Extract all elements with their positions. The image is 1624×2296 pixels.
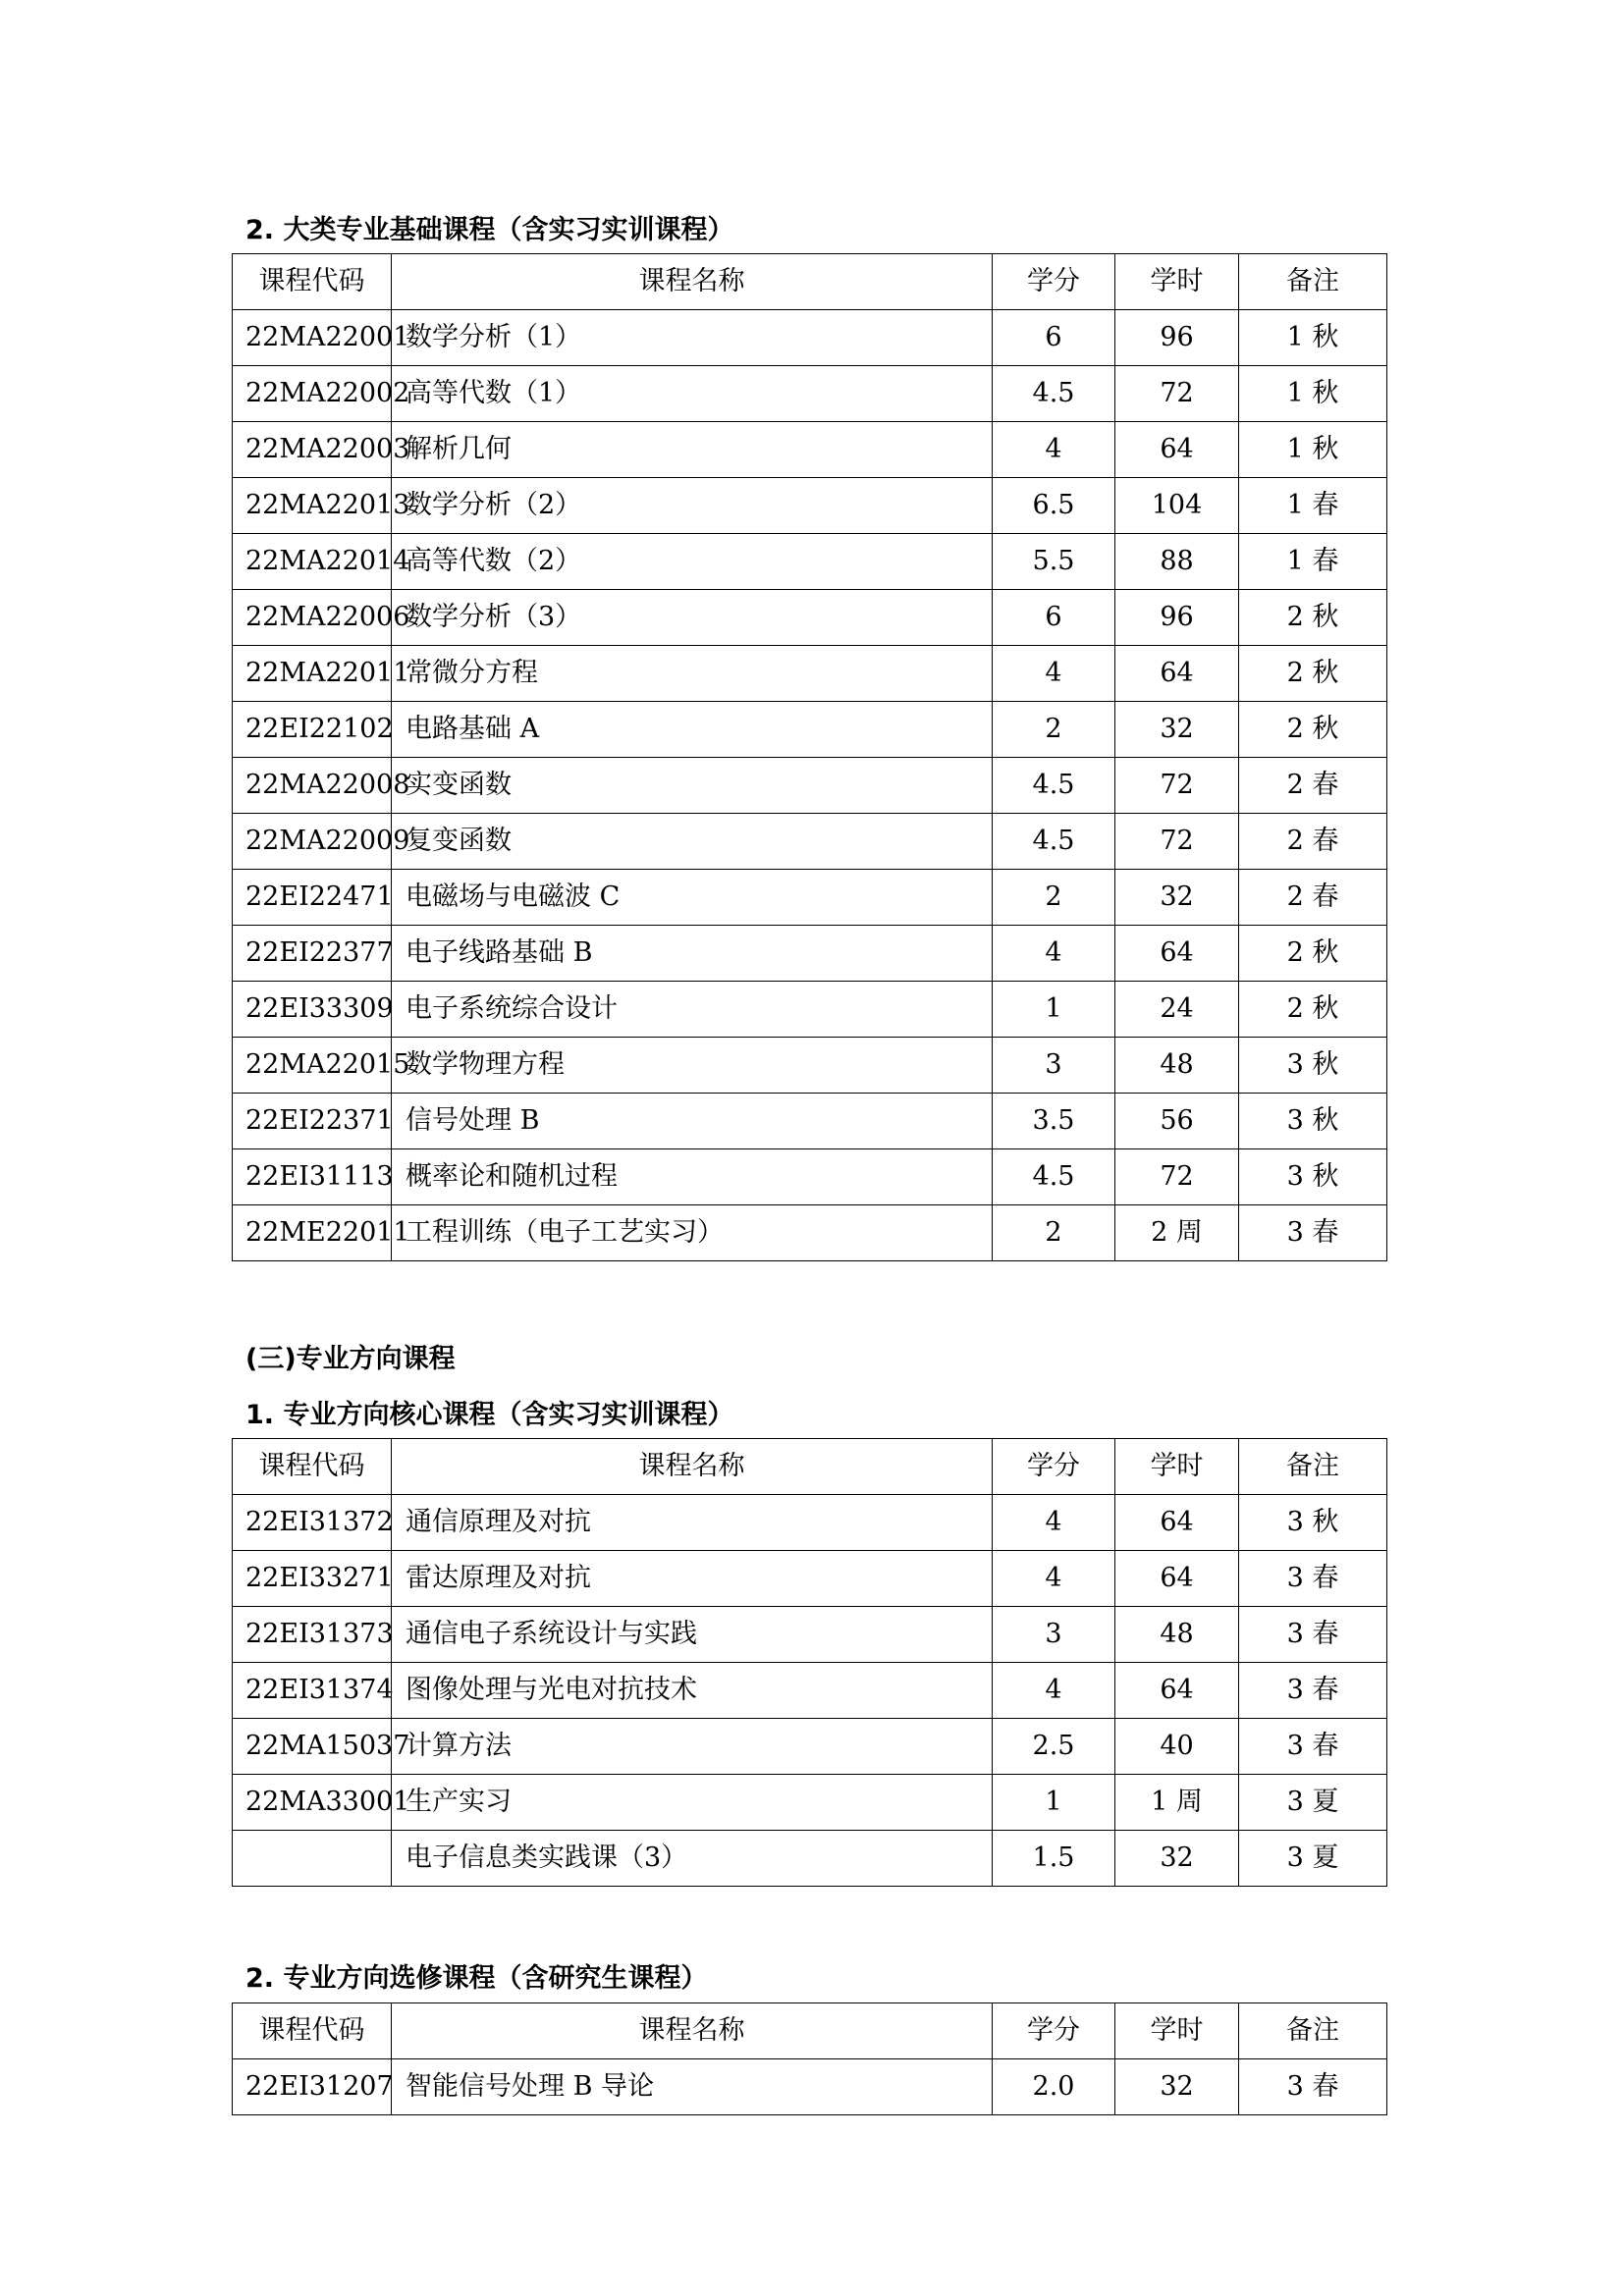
- course-code: 22EI31374: [233, 1663, 392, 1719]
- table-header-row: [233, 254, 1387, 310]
- course-code: 22MA22013: [233, 478, 392, 534]
- course-note: 3 秋: [1239, 1495, 1387, 1551]
- course-name: 电子系统综合设计: [392, 982, 993, 1038]
- course-name: 实变函数: [392, 758, 993, 814]
- course-hours: 88: [1115, 534, 1239, 590]
- course-code: 22MA22008: [233, 758, 392, 814]
- table-row: [233, 1831, 1387, 1887]
- course-name: 工程训练（电子工艺实习）: [392, 1205, 993, 1261]
- course-code: [233, 1831, 392, 1887]
- table-row: [233, 1094, 1387, 1149]
- course-code: 22ME22011: [233, 1205, 392, 1261]
- table-row: [233, 814, 1387, 870]
- course-code: 22EI22377: [233, 926, 392, 982]
- course-hours: 72: [1115, 1149, 1239, 1205]
- course-note: 3 春: [1239, 1663, 1387, 1719]
- course-hours: 64: [1115, 1551, 1239, 1607]
- course-credit: 1: [993, 1775, 1115, 1831]
- header-credit: 学分: [993, 254, 1115, 310]
- course-hours: 40: [1115, 1719, 1239, 1775]
- foundation-courses-table: [232, 253, 1387, 1261]
- table-row: [233, 1551, 1387, 1607]
- course-note: 1 秋: [1239, 422, 1387, 478]
- header-note: 备注: [1239, 254, 1387, 310]
- course-credit: 1.5: [993, 1831, 1115, 1887]
- course-code: 22MA22006: [233, 590, 392, 646]
- course-credit: 4.5: [993, 758, 1115, 814]
- course-name: 计算方法: [392, 1719, 993, 1775]
- course-note: 3 春: [1239, 2059, 1387, 2115]
- course-credit: 4: [993, 422, 1115, 478]
- course-name: 复变函数: [392, 814, 993, 870]
- course-credit: 3: [993, 1038, 1115, 1094]
- header-credit: 学分: [993, 1439, 1115, 1495]
- course-code: 22MA22003: [233, 422, 392, 478]
- header-note: 备注: [1239, 2003, 1387, 2059]
- course-name: 电磁场与电磁波 C: [392, 870, 993, 926]
- course-hours: 32: [1115, 870, 1239, 926]
- course-credit: 4.5: [993, 366, 1115, 422]
- course-note: 1 春: [1239, 478, 1387, 534]
- course-note: 2 秋: [1239, 590, 1387, 646]
- section-title-elective-courses: 2. 专业方向选修课程（含研究生课程）: [245, 1963, 708, 1994]
- course-code: 22EI22471: [233, 870, 392, 926]
- elective-courses-table: [232, 2002, 1387, 2115]
- course-credit: 2.5: [993, 1719, 1115, 1775]
- header-note: 备注: [1239, 1439, 1387, 1495]
- header-course-name: 课程名称: [392, 2003, 993, 2059]
- course-name: 常微分方程: [392, 646, 993, 702]
- course-note: 3 春: [1239, 1205, 1387, 1261]
- course-name: 生产实习: [392, 1775, 993, 1831]
- table-row: [233, 1607, 1387, 1663]
- course-note: 3 春: [1239, 1719, 1387, 1775]
- course-hours: 72: [1115, 758, 1239, 814]
- course-hours: 32: [1115, 2059, 1239, 2115]
- course-credit: 4: [993, 646, 1115, 702]
- course-name: 电子信息类实践课（3）: [392, 1831, 993, 1887]
- table-row: [233, 1719, 1387, 1775]
- table-row: [233, 870, 1387, 926]
- course-hours: 2 周: [1115, 1205, 1239, 1261]
- course-name: 高等代数（2）: [392, 534, 993, 590]
- course-name: 数学分析（1）: [392, 310, 993, 366]
- table-row: [233, 982, 1387, 1038]
- course-hours: 56: [1115, 1094, 1239, 1149]
- course-credit: 2.0: [993, 2059, 1115, 2115]
- course-note: 2 春: [1239, 758, 1387, 814]
- course-credit: 2: [993, 702, 1115, 758]
- course-hours: 64: [1115, 926, 1239, 982]
- course-note: 2 春: [1239, 870, 1387, 926]
- header-hours: 学时: [1115, 1439, 1239, 1495]
- course-credit: 2: [993, 1205, 1115, 1261]
- course-hours: 64: [1115, 646, 1239, 702]
- course-note: 3 秋: [1239, 1149, 1387, 1205]
- course-name: 电路基础 A: [392, 702, 993, 758]
- course-code: 22EI31207: [233, 2059, 392, 2115]
- course-credit: 1: [993, 982, 1115, 1038]
- course-code: 22MA15037: [233, 1719, 392, 1775]
- course-code: 22EI31113: [233, 1149, 392, 1205]
- course-code: 22EI33309: [233, 982, 392, 1038]
- course-code: 22MA22001: [233, 310, 392, 366]
- table-row: [233, 534, 1387, 590]
- table-row: [233, 1495, 1387, 1551]
- header-course-code: 课程代码: [233, 254, 392, 310]
- course-name: 数学分析（2）: [392, 478, 993, 534]
- course-credit: 3: [993, 1607, 1115, 1663]
- course-credit: 4.5: [993, 1149, 1115, 1205]
- course-credit: 6.5: [993, 478, 1115, 534]
- header-hours: 学时: [1115, 254, 1239, 310]
- course-hours: 96: [1115, 310, 1239, 366]
- course-name: 数学物理方程: [392, 1038, 993, 1094]
- course-code: 22EI22102: [233, 702, 392, 758]
- course-name: 数学分析（3）: [392, 590, 993, 646]
- course-note: 2 秋: [1239, 982, 1387, 1038]
- table-row: [233, 2059, 1387, 2115]
- course-credit: 2: [993, 870, 1115, 926]
- course-name: 雷达原理及对抗: [392, 1551, 993, 1607]
- section-title-core-courses: 1. 专业方向核心课程（含实习实训课程）: [245, 1400, 734, 1430]
- course-hours: 72: [1115, 814, 1239, 870]
- course-hours: 48: [1115, 1607, 1239, 1663]
- course-note: 3 春: [1239, 1551, 1387, 1607]
- course-hours: 64: [1115, 1495, 1239, 1551]
- table-row: [233, 926, 1387, 982]
- header-course-name: 课程名称: [392, 1439, 993, 1495]
- course-name: 解析几何: [392, 422, 993, 478]
- course-code: 22MA22015: [233, 1038, 392, 1094]
- course-code: 22EI22371: [233, 1094, 392, 1149]
- header-credit: 学分: [993, 2003, 1115, 2059]
- course-note: 3 夏: [1239, 1775, 1387, 1831]
- course-name: 智能信号处理 B 导论: [392, 2059, 993, 2115]
- table-header-row: [233, 2003, 1387, 2059]
- course-hours: 64: [1115, 422, 1239, 478]
- course-code: 22EI33271: [233, 1551, 392, 1607]
- header-course-code: 课程代码: [233, 2003, 392, 2059]
- course-note: 2 秋: [1239, 926, 1387, 982]
- course-note: 3 春: [1239, 1607, 1387, 1663]
- table-row: [233, 422, 1387, 478]
- core-courses-table: [232, 1438, 1387, 1887]
- course-note: 2 秋: [1239, 702, 1387, 758]
- course-note: 2 春: [1239, 814, 1387, 870]
- course-name: 信号处理 B: [392, 1094, 993, 1149]
- course-note: 1 春: [1239, 534, 1387, 590]
- table-row: [233, 1775, 1387, 1831]
- course-credit: 4: [993, 926, 1115, 982]
- section-title-foundation-courses: 2. 大类专业基础课程（含实习实训课程）: [245, 215, 734, 245]
- table-row: [233, 758, 1387, 814]
- course-code: 22MA22011: [233, 646, 392, 702]
- header-course-code: 课程代码: [233, 1439, 392, 1495]
- course-credit: 4: [993, 1663, 1115, 1719]
- table-row: [233, 1038, 1387, 1094]
- course-credit: 6: [993, 590, 1115, 646]
- table-row: [233, 646, 1387, 702]
- course-credit: 4.5: [993, 814, 1115, 870]
- course-hours: 32: [1115, 702, 1239, 758]
- course-note: 3 夏: [1239, 1831, 1387, 1887]
- course-name: 高等代数（1）: [392, 366, 993, 422]
- course-credit: 4: [993, 1551, 1115, 1607]
- course-hours: 48: [1115, 1038, 1239, 1094]
- course-hours: 104: [1115, 478, 1239, 534]
- course-note: 2 秋: [1239, 646, 1387, 702]
- table-row: [233, 1205, 1387, 1261]
- course-note: 3 秋: [1239, 1094, 1387, 1149]
- course-credit: 6: [993, 310, 1115, 366]
- table-row: [233, 590, 1387, 646]
- course-name: 概率论和随机过程: [392, 1149, 993, 1205]
- course-code: 22MA22014: [233, 534, 392, 590]
- table-row: [233, 366, 1387, 422]
- table-row: [233, 702, 1387, 758]
- table-header-row: [233, 1439, 1387, 1495]
- course-note: 3 秋: [1239, 1038, 1387, 1094]
- course-hours: 1 周: [1115, 1775, 1239, 1831]
- course-note: 1 秋: [1239, 310, 1387, 366]
- course-hours: 32: [1115, 1831, 1239, 1887]
- course-credit: 4: [993, 1495, 1115, 1551]
- header-hours: 学时: [1115, 2003, 1239, 2059]
- course-name: 通信原理及对抗: [392, 1495, 993, 1551]
- table-row: [233, 478, 1387, 534]
- course-name: 通信电子系统设计与实践: [392, 1607, 993, 1663]
- course-credit: 3.5: [993, 1094, 1115, 1149]
- course-note: 1 秋: [1239, 366, 1387, 422]
- table-row: [233, 310, 1387, 366]
- course-code: 22EI31372: [233, 1495, 392, 1551]
- course-name: 图像处理与光电对抗技术: [392, 1663, 993, 1719]
- course-hours: 72: [1115, 366, 1239, 422]
- course-hours: 64: [1115, 1663, 1239, 1719]
- course-name: 电子线路基础 B: [392, 926, 993, 982]
- course-hours: 96: [1115, 590, 1239, 646]
- part-title-specialization-courses: (三)专业方向课程: [245, 1344, 456, 1374]
- course-hours: 24: [1115, 982, 1239, 1038]
- course-code: 22EI31373: [233, 1607, 392, 1663]
- course-credit: 5.5: [993, 534, 1115, 590]
- course-code: 22MA22009: [233, 814, 392, 870]
- header-course-name: 课程名称: [392, 254, 993, 310]
- course-code: 22MA33001: [233, 1775, 392, 1831]
- table-row: [233, 1149, 1387, 1205]
- table-row: [233, 1663, 1387, 1719]
- course-code: 22MA22002: [233, 366, 392, 422]
